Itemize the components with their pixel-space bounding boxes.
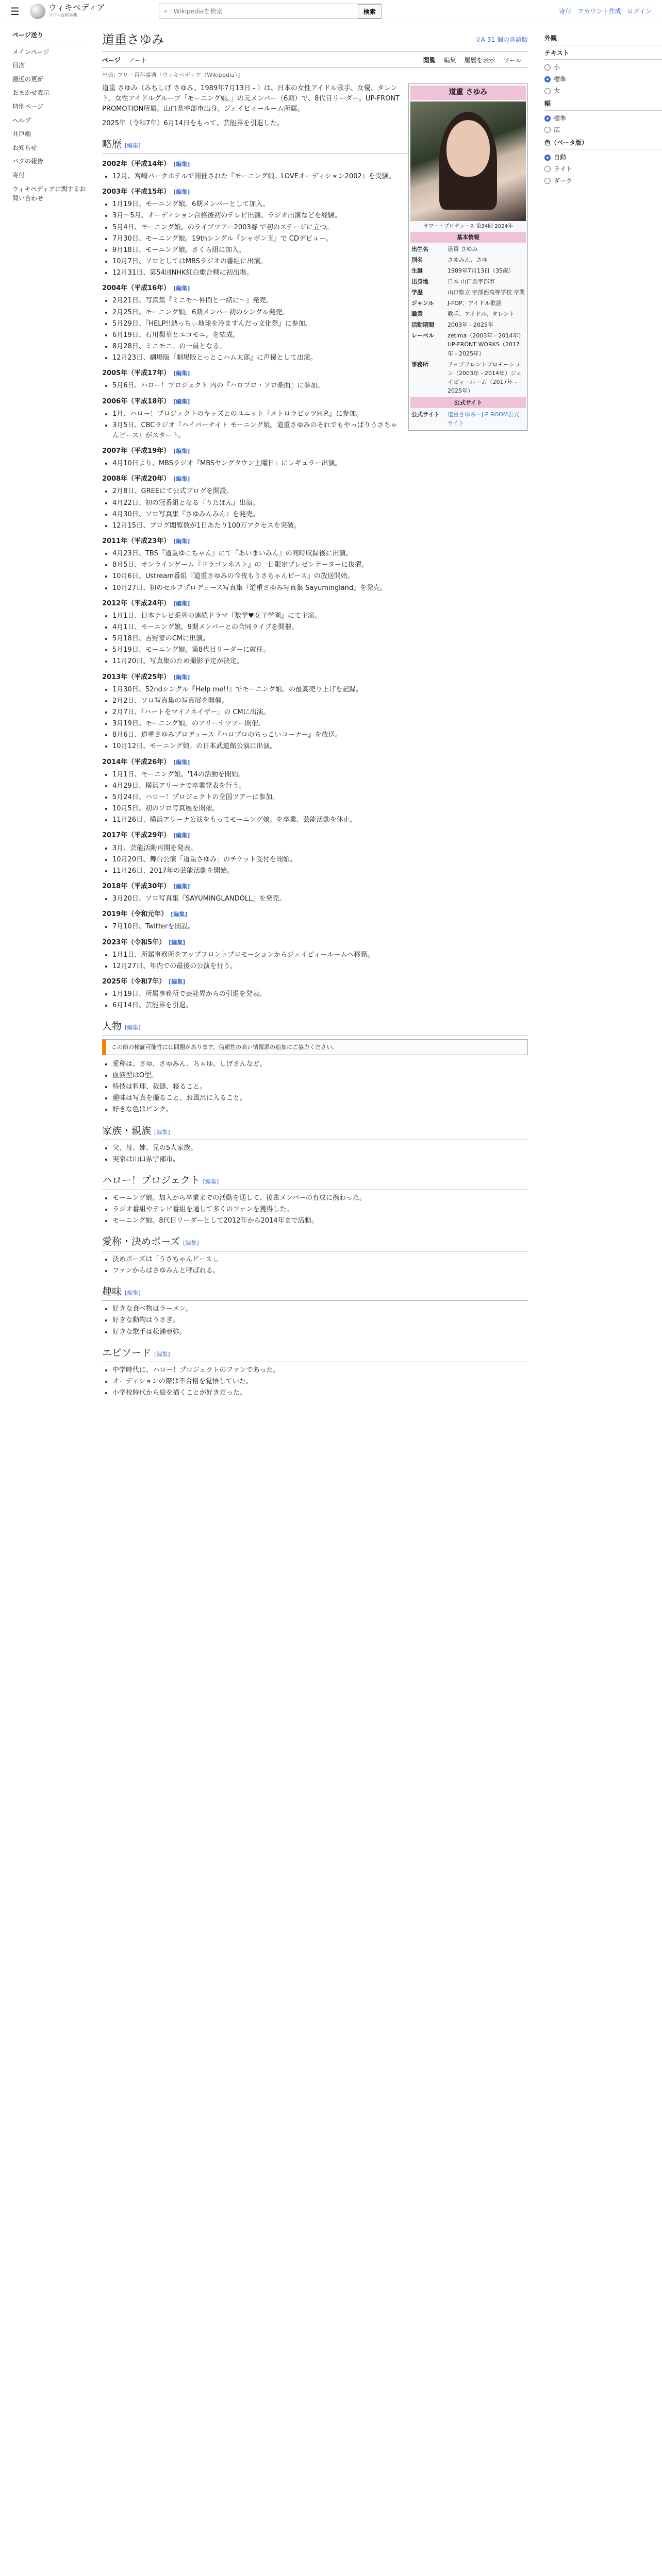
list-item: • 3月〜5月、オーディション合格後初のテレビ出演、ラジオ出演などを経験。 — [112, 211, 528, 221]
tab-history[interactable]: 履歴を表示 — [464, 57, 495, 64]
search-input[interactable] — [173, 7, 358, 15]
list-item: • 好きな歌手は松浦亜弥。 — [112, 1327, 528, 1337]
section-title: 家族・親族 — [102, 1125, 152, 1137]
section-heading — [102, 1346, 528, 1362]
bullet-list — [102, 611, 528, 667]
bullet-list — [102, 1143, 528, 1165]
sidebar-item[interactable]: おまかせ表示 — [12, 89, 50, 97]
radio-icon — [544, 76, 551, 82]
infobox-section-basic: 基本情報 — [410, 232, 526, 243]
sidebar-heading: ページ送り — [12, 30, 89, 42]
subsection-heading: 2013年（平成25年） [編集] — [102, 673, 190, 681]
list-item: • 11月26日、2017年の芸能活動を開始。 — [112, 866, 528, 876]
infobox-value: 道重 さゆみ — [448, 246, 478, 253]
radio-icon — [544, 64, 551, 71]
list-item: • 12月、宮崎パークホテルで開催された『モーニング娘。LOVEオーディション2002』を受験。 — [112, 172, 528, 182]
infobox-key: 別名 — [411, 257, 423, 264]
list-item: • 10月20日、舞台公演「道重さゆみ」のチケット受付を開始。 — [112, 855, 528, 865]
list-item: • 6月19日、石川梨華とエコモニ。を結成。 — [112, 330, 528, 341]
list-item: • 5月29日、『HELP!!熱っちぃ地球を冷ますんだっ文化祭』に参加。 — [112, 319, 528, 329]
source-line: 出典: フリー百科事典『ウィキペディア（Wikipedia）』 — [102, 71, 243, 78]
color-option[interactable]: ライト — [544, 164, 662, 174]
edit-link[interactable]: [編集] — [183, 1240, 199, 1247]
list-item: • 実家は山口県宇部市。 — [112, 1155, 528, 1165]
top-bar — [0, 0, 662, 23]
left-sidebar — [0, 23, 94, 1402]
list-item: • 血液型はO型。 — [112, 1071, 528, 1081]
section-title: 趣味 — [102, 1285, 122, 1297]
list-item: • 4月23日、TBS『道重ゆこちゃん』にて『あいまいみん』の同時収録後に出演。 — [112, 549, 528, 559]
edit-link[interactable]: [編集] — [169, 939, 186, 946]
list-item: • 2月2日、ソロ写真集の写真展を開催。 — [112, 696, 528, 706]
infobox-title: 道重 さゆみ — [410, 86, 526, 100]
subsection-heading: 2012年（平成24年） [編集] — [102, 599, 190, 607]
section-title: ハロー！プロジェクト — [102, 1175, 200, 1187]
sidebar-item[interactable]: 寄付 — [12, 171, 25, 179]
infobox-row: 公式サイト 道重さゆみ - J.P ROOM公式サイト — [411, 411, 520, 427]
language-button[interactable]: 文A 31 個の言語版 — [474, 36, 528, 44]
radio-icon — [544, 88, 551, 94]
list-item: • 9月18日、モーニング娘。さくら組に加入。 — [112, 245, 528, 256]
list-item: • 5月18日、吉野家のCMに出演。 — [112, 634, 528, 644]
text-size-heading: テキスト — [544, 48, 662, 60]
bullet-list — [102, 843, 528, 876]
infobox-key: 活動期間 — [411, 321, 434, 329]
section-heading — [102, 1284, 528, 1301]
list-item: • 8月5日、オンラインゲーム『ドラゴンネスト』の一日限定プレゼンテーターに抜擢。 — [112, 560, 528, 570]
infobox-key: 職業 — [411, 311, 423, 318]
edit-link[interactable]: [編集] — [173, 600, 190, 607]
subsection-heading: 2004年（平成16年） [編集] — [102, 284, 190, 293]
bullet-list — [102, 459, 528, 469]
list-item: • 6月14日、芸能界を引退。 — [112, 1001, 528, 1011]
list-item: • 父、母、姉、兄の5人家族。 — [112, 1143, 528, 1154]
portrait-photo[interactable] — [410, 101, 526, 221]
bullet-list — [102, 1059, 528, 1115]
list-item: • 11月26日、横浜アリーナ公演をもってモーニング娘。を卒業、芸能活動を休止。 — [112, 815, 528, 825]
section-heading — [102, 1234, 528, 1251]
subsection-heading: 2017年（平成29年） [編集] — [102, 832, 190, 840]
section-heading — [102, 1173, 528, 1190]
bullet-list — [102, 922, 528, 932]
radio-icon — [544, 166, 551, 172]
list-item: • 1月、ハロー！プロジェクトのキッズとのユニット『メトロラビッツH.P.』に参加。 — [112, 409, 528, 419]
sidebar-item[interactable]: 井戸端 — [12, 130, 31, 138]
sidebar-item[interactable]: ウィキペディアに関するお問い合わせ — [12, 185, 86, 202]
radio-icon — [544, 178, 551, 184]
maintenance-notice: この節の検証可能性には問題があります。信頼性の高い情報源の追加にご協力ください。 — [102, 1039, 528, 1055]
infobox-value: zetima（2003年 - 2014年）UP-FRONT WORKS（2017年 - 2025年） — [448, 332, 524, 357]
list-item: • 1月1日、日本テレビ系列の連続ドラマ『数学♥女子学園』にて主演。 — [112, 611, 528, 621]
infobox-row — [410, 298, 526, 309]
section-title: 人物 — [102, 1021, 122, 1032]
infobox-row — [410, 276, 526, 287]
sidebar-item[interactable]: バグの報告 — [12, 158, 44, 165]
bullet-list — [102, 1304, 528, 1337]
login-link[interactable]: ログイン — [627, 7, 652, 15]
text-size-option[interactable]: 大 — [544, 86, 662, 96]
list-item: • モーニング娘。加入から卒業までの活動を通して、後輩メンバーの育成に携わった。 — [112, 1193, 528, 1204]
radio-icon — [544, 127, 551, 133]
search-icon: ⌕ — [164, 7, 168, 15]
tab-read[interactable]: 閲覧 — [423, 57, 436, 64]
list-item: • 4月22日、初の冠番組となる『うたばん』出演。 — [112, 498, 528, 509]
list-item: • 5月24日、ハロー！プロジェクトの全国ツアーに参加。 — [112, 792, 528, 803]
edit-link[interactable]: [編集] — [173, 758, 190, 766]
list-item: • 2月7日、『ハートをマイノネイザー』の CMに出演。 — [112, 707, 528, 718]
infobox-value: 山口県立 宇部西高等学校 卒業 — [448, 289, 525, 296]
subsection-heading: 2007年（平成19年） [編集] — [102, 447, 190, 455]
edit-link[interactable]: [編集] — [173, 673, 190, 681]
list-item: • 4月10日より、MBSラジオ『MBSヤングタウン土曜日』にレギュラー出演。 — [112, 459, 528, 469]
infobox-key: 学歴 — [411, 289, 423, 296]
sidebar-item[interactable]: ヘルプ — [12, 116, 31, 124]
list-item: • 小学校時代から絵を描くことが好きだった。 — [112, 1388, 528, 1398]
text-size-option[interactable]: 標準 — [544, 75, 662, 84]
subsection-heading: 2019年（令和元年） [編集] — [102, 910, 188, 919]
tab-page[interactable]: ページ — [102, 57, 121, 64]
infobox-key: 生誕 — [411, 267, 423, 275]
radio-icon — [544, 115, 551, 122]
list-item: • 特技は料理、裁縫、寝ること。 — [112, 1082, 528, 1092]
infobox-section-site: 公式サイト — [410, 397, 526, 408]
radio-icon — [544, 155, 551, 161]
edit-link[interactable]: [編集] — [169, 978, 186, 985]
section-heading — [102, 1019, 528, 1036]
official-site-link[interactable]: 道重さゆみ - J.P ROOM公式サイト — [448, 411, 520, 427]
infobox-value: アップフロントプロモーション（2003年 - 2014年）ジェイピィールーム（2017年 - 2025年） — [448, 361, 522, 394]
infobox-row — [410, 244, 526, 255]
edit-link[interactable]: [編集] — [203, 1178, 219, 1185]
bullet-list — [102, 486, 528, 531]
list-item: • 好きな食べ物はラーメン。 — [112, 1304, 528, 1314]
list-item: • 10月12日、モーニング娘。の日本武道館公演に出演。 — [112, 741, 528, 752]
list-item: • 2月25日、モーニング娘。6期メンバー初のシングル発売。 — [112, 308, 528, 318]
section-title: 愛称・決めポーズ — [102, 1236, 180, 1248]
tab-talk[interactable]: ノート — [128, 57, 147, 64]
infobox-row — [410, 330, 526, 359]
bullet-list — [102, 1365, 528, 1398]
appearance-heading: 外観 — [544, 33, 662, 45]
subsection-heading: 2023年（令和5年） [編集] — [102, 938, 186, 946]
list-item: • 決めポーズは「うさちゃんピース」。 — [112, 1255, 528, 1265]
list-item: • 8月28日、ミニモニ。の一員となる。 — [112, 342, 528, 352]
subsection-heading: 2008年（平成20年） [編集] — [102, 475, 190, 483]
list-item: • 4月30日、ソロ写真集『さゆみんみん』を発売。 — [112, 510, 528, 520]
sidebar-item[interactable]: メインページ — [12, 48, 49, 56]
bullet-list — [102, 989, 528, 1011]
text-size-option[interactable]: 小 — [544, 63, 662, 73]
sidebar-item[interactable]: 最近の更新 — [12, 75, 44, 83]
infobox-row — [410, 287, 526, 298]
edit-link[interactable]: [編集] — [171, 911, 188, 918]
list-item: • 4月29日、横浜アリーナで卒業発表を行う。 — [112, 781, 528, 791]
subsection-heading: 2006年（平成18年） [編集] — [102, 397, 190, 405]
bullet-list — [102, 950, 528, 972]
edit-link[interactable]: [編集] — [173, 448, 190, 455]
list-item: • 3月、芸能活動再開を発表。 — [112, 843, 528, 854]
edit-link[interactable]: [編集] — [173, 883, 190, 890]
infobox-key: レーベル — [411, 332, 434, 340]
bullet-list — [102, 770, 528, 826]
tab-edit[interactable]: 編集 — [443, 57, 456, 64]
infobox-value: 歌手、アイドル、タレント — [448, 311, 515, 318]
list-item: • 2月21日、写真集『ミニモ〜仲間と一緒に〜』発売。 — [112, 296, 528, 306]
infobox-row — [410, 265, 526, 276]
infobox-value: 1989年7月13日（35歳） — [448, 267, 514, 275]
list-item: • 愛称は、さゆ、さゆみん、ちゃゆ、しげさんなど。 — [112, 1059, 528, 1070]
list-item: • 1月19日、所属事務所で芸能界からの引退を発表。 — [112, 989, 528, 999]
list-item: • 4月1日、モーニング娘。9期メンバーとの合同ライブを開催。 — [112, 622, 528, 633]
subsection-heading: 2014年（平成26年） [編集] — [102, 758, 190, 766]
list-item: • オーディションの際は不合格を覚悟していた。 — [112, 1377, 528, 1387]
menu-icon[interactable]: ☰ — [10, 5, 20, 18]
list-item: • 3月19日、モーニング娘。のアリーナツアー開催。 — [112, 719, 528, 729]
edit-link[interactable]: [編集] — [173, 398, 190, 405]
search-box — [159, 4, 382, 19]
list-item: • 1月1日、所属事務所をアップフロントプロモーションからジェイピィールームへ移籍。 — [112, 950, 528, 960]
list-item: • 12月31日、第54回NHK紅白歌合戦に初出場。 — [112, 268, 528, 278]
site-title: ウィキペディア — [48, 3, 105, 13]
section-title: 略歴 — [102, 139, 122, 150]
list-item: • 12月23日、劇場版『劇場版とっとこハム太郎』に声優として出演。 — [112, 353, 528, 363]
infobox-row — [410, 255, 526, 265]
tab-tools[interactable]: ツール — [503, 57, 522, 64]
site-subtitle: フリー百科事典 — [48, 13, 77, 18]
edit-link[interactable]: [編集] — [173, 285, 190, 292]
list-item: • 12月15日、ブログ閲覧数が1日あたり100万アクセスを突破。 — [112, 521, 528, 531]
list-item: • 10月6日、Ustream番組『道重さゆみの今夜もうさちゃんピース』の放送開始。 — [112, 571, 528, 582]
edit-link[interactable]: [編集] — [173, 538, 190, 545]
edit-link[interactable]: [編集] — [154, 1128, 170, 1136]
main-content — [94, 23, 538, 1402]
bullet-list — [102, 1193, 528, 1226]
list-item: • 12月27日、年内での最後の公演を行う。 — [112, 961, 528, 972]
list-item: • ラジオ番組やテレビ番組を通して多くのファンを獲得した。 — [112, 1205, 528, 1215]
infobox-row — [410, 309, 526, 319]
width-heading: 幅 — [544, 99, 662, 111]
subsection-heading: 2005年（平成17年） [編集] — [102, 369, 190, 378]
list-item: • 1月1日、モーニング娘。'14の活動を開始。 — [112, 770, 528, 780]
infobox-value: 日本 山口県宇部市 — [448, 278, 495, 285]
list-item: • モーニング娘。8代目リーダーとして2012年から2014年まで活動。 — [112, 1216, 528, 1226]
list-item: • 7月10日、Twitterを開設。 — [112, 922, 528, 932]
appearance-panel — [538, 23, 662, 1402]
edit-link[interactable]: [編集] — [173, 370, 190, 377]
list-item: • 好きな色はピンク。 — [112, 1105, 528, 1115]
infobox-key: 出身地 — [411, 278, 428, 285]
edit-link[interactable]: [編集] — [125, 1289, 141, 1296]
sidebar-item[interactable]: 目次 — [12, 62, 25, 70]
sidebar-item[interactable]: 特別ページ — [12, 103, 43, 110]
infobox-value: J-POP、アイドル歌謡 — [448, 300, 502, 307]
list-item: • 1月19日、モーニング娘。6期メンバーとして加入。 — [112, 199, 528, 210]
intro-paragraph: 道重 さゆみ（みちしげ さゆみ、1989年7月13日 - ）は、日本の女性アイドル歌手、女優、タレント。女性アイドルグループ「モーニング娘。」の元メンバー（6期）で、8代目リーダー。UP-FRONT PROMOTION所属。山口県宇部市出身。ジェイピィールーム所属。 — [102, 84, 400, 113]
list-item: • 好きな動物はうさぎ。 — [112, 1315, 528, 1326]
site-logo[interactable] — [30, 4, 105, 19]
edit-link[interactable]: [編集] — [173, 189, 190, 196]
edit-link[interactable]: [編集] — [125, 1024, 141, 1031]
infobox-key: ジャンル — [411, 300, 434, 307]
infobox-value: さゆみん、さゆ — [448, 257, 488, 264]
width-option[interactable]: 標準 — [544, 114, 662, 124]
list-item: • 8月6日、道重さゆみプロデュース『ハロプロのちっこいコーナー』を放送。 — [112, 730, 528, 740]
subsection-heading: 2002年（平成14年） [編集] — [102, 160, 190, 168]
color-option[interactable]: ダーク — [544, 176, 662, 186]
list-item: • 5月6日、ハロー！プロジェクト 内の『ハロプロ・ソロ楽曲』に参加。 — [112, 381, 528, 391]
sidebar-item[interactable]: お知らせ — [12, 144, 37, 151]
edit-link[interactable]: [編集] — [125, 142, 141, 149]
edit-link[interactable]: [編集] — [154, 1350, 170, 1358]
infobox-key: 事務所 — [411, 361, 428, 368]
list-item: • 10月7日、ソロとしてはMBSラジオの番組に出演。 — [112, 257, 528, 267]
bullet-list — [102, 549, 528, 594]
list-item: • 1月30日、52ndシングル『Help me!!』でモーニング娘。の最高売り上げを記録。 — [112, 685, 528, 695]
section-heading — [102, 1124, 528, 1140]
color-heading: 色（ベータ版） — [544, 138, 662, 150]
photo-caption: サワー・プロデュース 第34回 2024年 — [423, 223, 513, 229]
subsection-heading: 2018年（平成30年） [編集] — [102, 882, 190, 890]
list-item: • 7月30日、モーニング娘。19thシングル『シャボン玉』で CDデビュー。 — [112, 234, 528, 244]
donate-link[interactable]: 寄付 — [559, 7, 572, 15]
list-item: • 3月5日、CBCラジオ『ハイパーナイト モーニング娘。道重さゆみのそれでもやっぱりうさちゃんピース』がスタート。 — [112, 420, 528, 441]
page-title: 道重さゆみ 文A 31 個の言語版 — [102, 30, 528, 52]
list-item: • 10月5日、初のソロ写真展を開催。 — [112, 804, 528, 814]
subsection-heading: 2011年（平成23年） [編集] — [102, 537, 190, 546]
color-option[interactable]: 自動 — [544, 152, 662, 162]
bullet-list — [102, 685, 528, 752]
edit-link[interactable]: [編集] — [173, 160, 190, 167]
infobox-row — [410, 359, 526, 396]
subsection-heading: 2025年（令和7年） [編集] — [102, 977, 186, 986]
subsection-heading: 2003年（平成15年） [編集] — [102, 188, 190, 196]
list-item: • 趣味は写真を撮ること、お風呂に入ること。 — [112, 1093, 528, 1104]
user-links — [559, 7, 652, 16]
bullet-list — [102, 1255, 528, 1276]
list-item: • 5月4日、モーニング娘。のライブツアー2003春 で初のステージに立つ。 — [112, 223, 528, 233]
section-title: エピソード — [102, 1347, 152, 1359]
list-item: • 3月20日、ソロ写真集『SAYUMINGLANDOLL』を発売。 — [112, 894, 528, 904]
create-account-link[interactable]: アカウント作成 — [577, 7, 621, 15]
list-item: • 10月27日、初のセルフプロデュース写真集『道重さゆみ写真集 Sayumingland』を発売。 — [112, 583, 528, 594]
intro-paragraph: 2025年（令和7年）6月14日をもって、芸能界を引退した。 — [102, 120, 284, 128]
infobox-value: 2003年 - 2025年 — [448, 321, 493, 329]
infobox-row — [410, 319, 526, 330]
list-item: • 5月19日、モーニング娘。第8代目リーダーに就任。 — [112, 645, 528, 655]
edit-link[interactable]: [編集] — [173, 476, 190, 483]
list-item: • 中学時代に、ハロー！プロジェクトのファンであった。 — [112, 1365, 528, 1376]
list-item: • 11月20日、写真集のため撮影予定が決定。 — [112, 656, 528, 667]
page-tabs — [102, 54, 528, 67]
infobox — [408, 83, 528, 431]
edit-link[interactable]: [編集] — [173, 832, 190, 839]
list-item: • 2月8日、GREEにて公式ブログを開設。 — [112, 486, 528, 497]
bullet-list — [102, 894, 528, 904]
infobox-key: 出生名 — [411, 246, 428, 253]
wikipedia-globe-icon — [30, 4, 45, 19]
width-option[interactable]: 広 — [544, 125, 662, 135]
list-item: • ファンからはさゆみんと呼ばれる。 — [112, 1266, 528, 1276]
search-button[interactable]: 検索 — [358, 4, 382, 19]
